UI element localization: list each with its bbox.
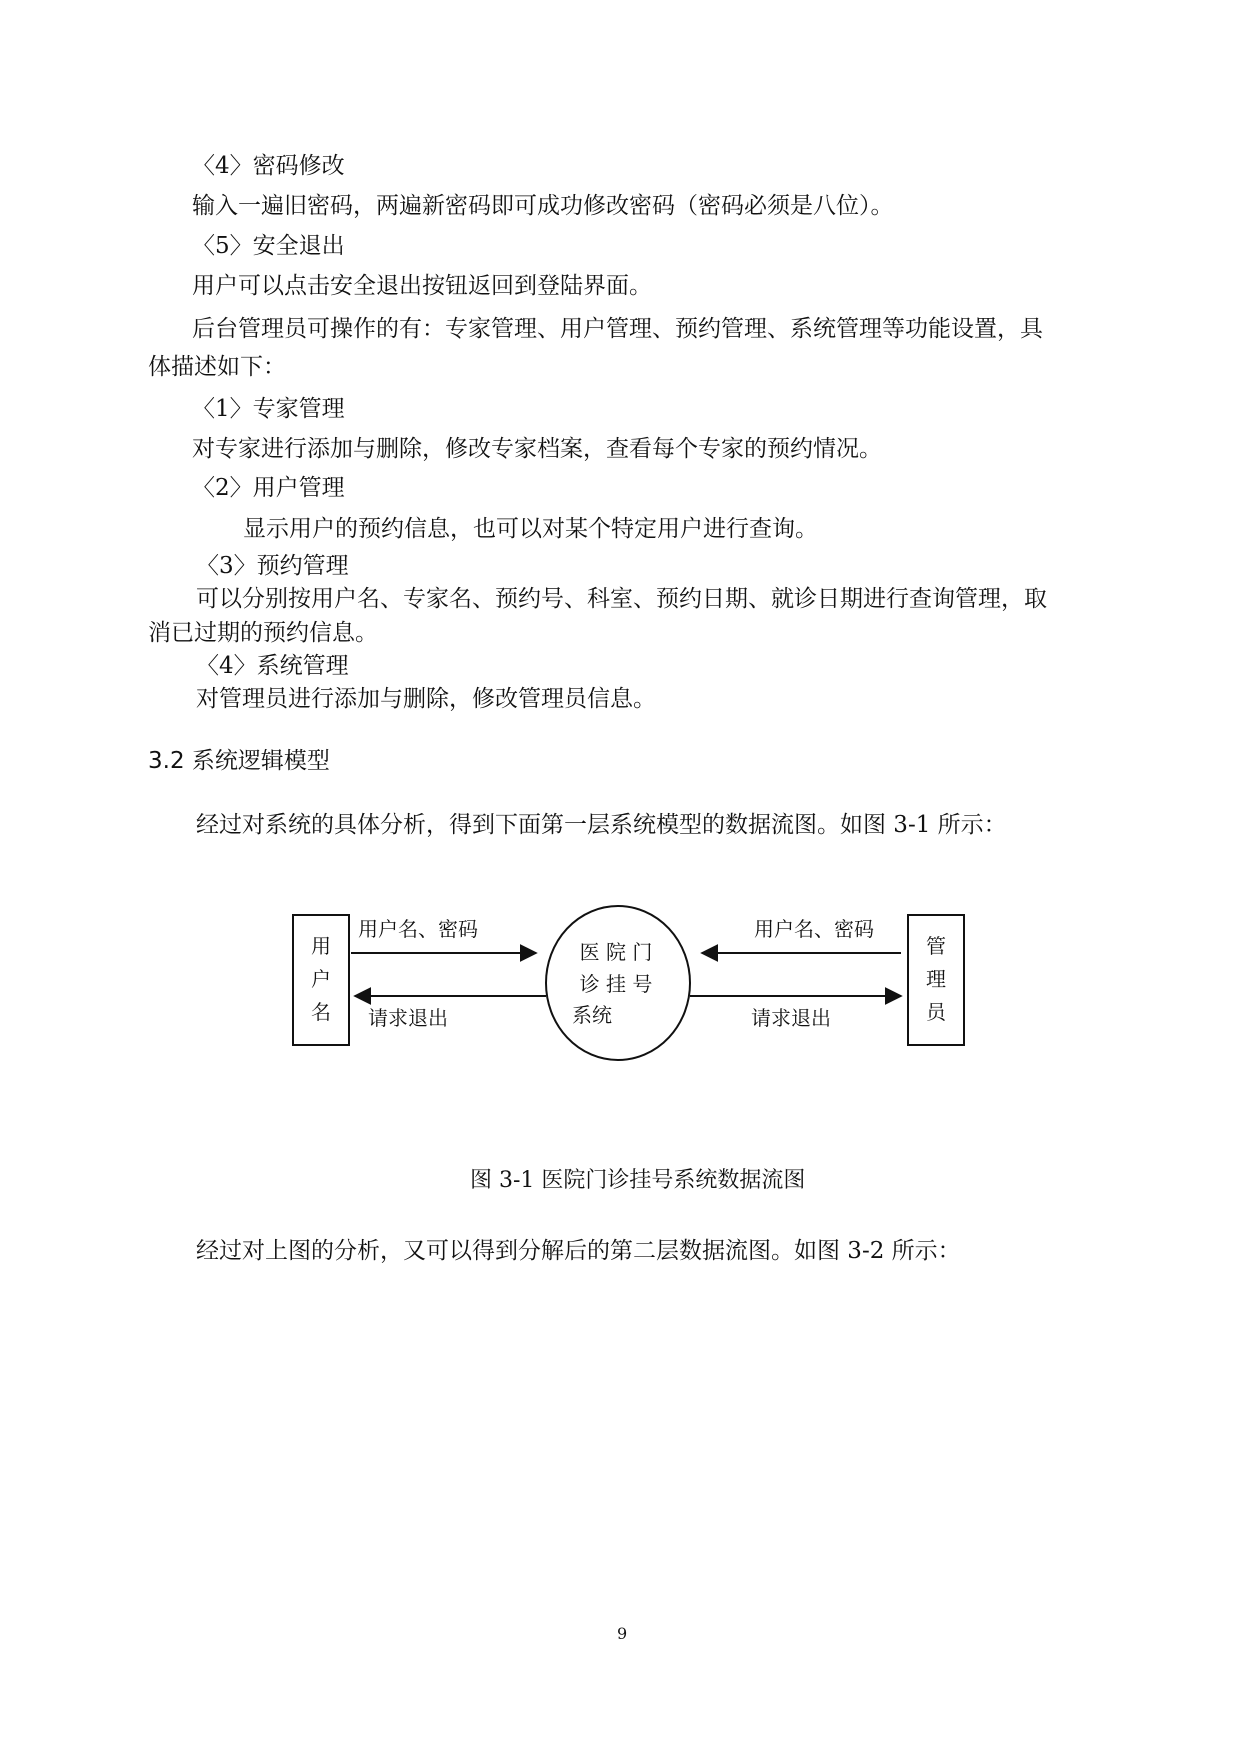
admin-entity-char-3: 员 xyxy=(926,1000,946,1024)
subsection-heading-system: 〈4〉系统管理 xyxy=(196,653,349,679)
user-entity-char-1: 用 xyxy=(311,934,331,958)
user-entity-char-3: 名 xyxy=(311,1000,331,1024)
admin-entity-char-2: 理 xyxy=(926,967,946,991)
paragraph-system: 对管理员进行添加与删除，修改管理员信息。 xyxy=(196,686,656,712)
label-admin-credentials: 用户名、密码 xyxy=(754,917,874,941)
subsection-heading-expert: 〈1〉专家管理 xyxy=(192,396,345,422)
paragraph-appointment-line1: 可以分别按用户名、专家名、预约号、科室、预约日期、就诊日期进行查询管理，取 xyxy=(196,586,1047,612)
label-user-logout: 请求退出 xyxy=(368,1006,448,1030)
data-flow-diagram-svg xyxy=(280,905,980,1075)
process-label-line1: 医 院 门 xyxy=(579,940,653,964)
page-number: 9 xyxy=(617,1624,628,1643)
subsection-heading-appointment: 〈3〉预约管理 xyxy=(196,553,349,579)
section-heading: 3.2 系统逻辑模型 xyxy=(148,748,330,774)
subsection-heading-logout: 〈5〉安全退出 xyxy=(192,233,345,259)
label-admin-logout: 请求退出 xyxy=(751,1006,831,1030)
data-flow-diagram xyxy=(280,905,980,1075)
label-user-credentials: 用户名、密码 xyxy=(358,917,478,941)
paragraph-user: 显示用户的预约信息，也可以对某个特定用户进行查询。 xyxy=(243,516,818,542)
subsection-heading-user: 〈2〉用户管理 xyxy=(192,475,345,501)
section-intro: 经过对系统的具体分析，得到下面第一层系统模型的数据流图。如图 3-1 所示： xyxy=(196,812,1007,838)
user-entity-char-2: 户 xyxy=(311,967,331,991)
admin-entity-char-1: 管 xyxy=(926,934,946,958)
paragraph-appointment-line2: 消已过期的预约信息。 xyxy=(148,620,378,646)
process-label-line3: 系统 xyxy=(572,1003,612,1027)
process-label-line2: 诊 挂 号 xyxy=(579,972,653,996)
paragraph-admin-intro-line2: 体描述如下： xyxy=(148,354,286,380)
paragraph-expert: 对专家进行添加与删除，修改专家档案，查看每个专家的预约情况。 xyxy=(192,436,882,462)
paragraph-admin-intro-line1: 后台管理员可操作的有：专家管理、用户管理、预约管理、系统管理等功能设置，具 xyxy=(192,316,1043,342)
subsection-heading-password: 〈4〉密码修改 xyxy=(192,153,345,179)
figure-caption: 图 3-1 医院门诊挂号系统数据流图 xyxy=(470,1168,806,1193)
paragraph-after-figure: 经过对上图的分析，又可以得到分解后的第二层数据流图。如图 3-2 所示： xyxy=(196,1238,961,1264)
paragraph-password: 输入一遍旧密码，两遍新密码即可成功修改密码（密码必须是八位）。 xyxy=(192,193,894,219)
paragraph-logout: 用户可以点击安全退出按钮返回到登陆界面。 xyxy=(192,273,652,299)
